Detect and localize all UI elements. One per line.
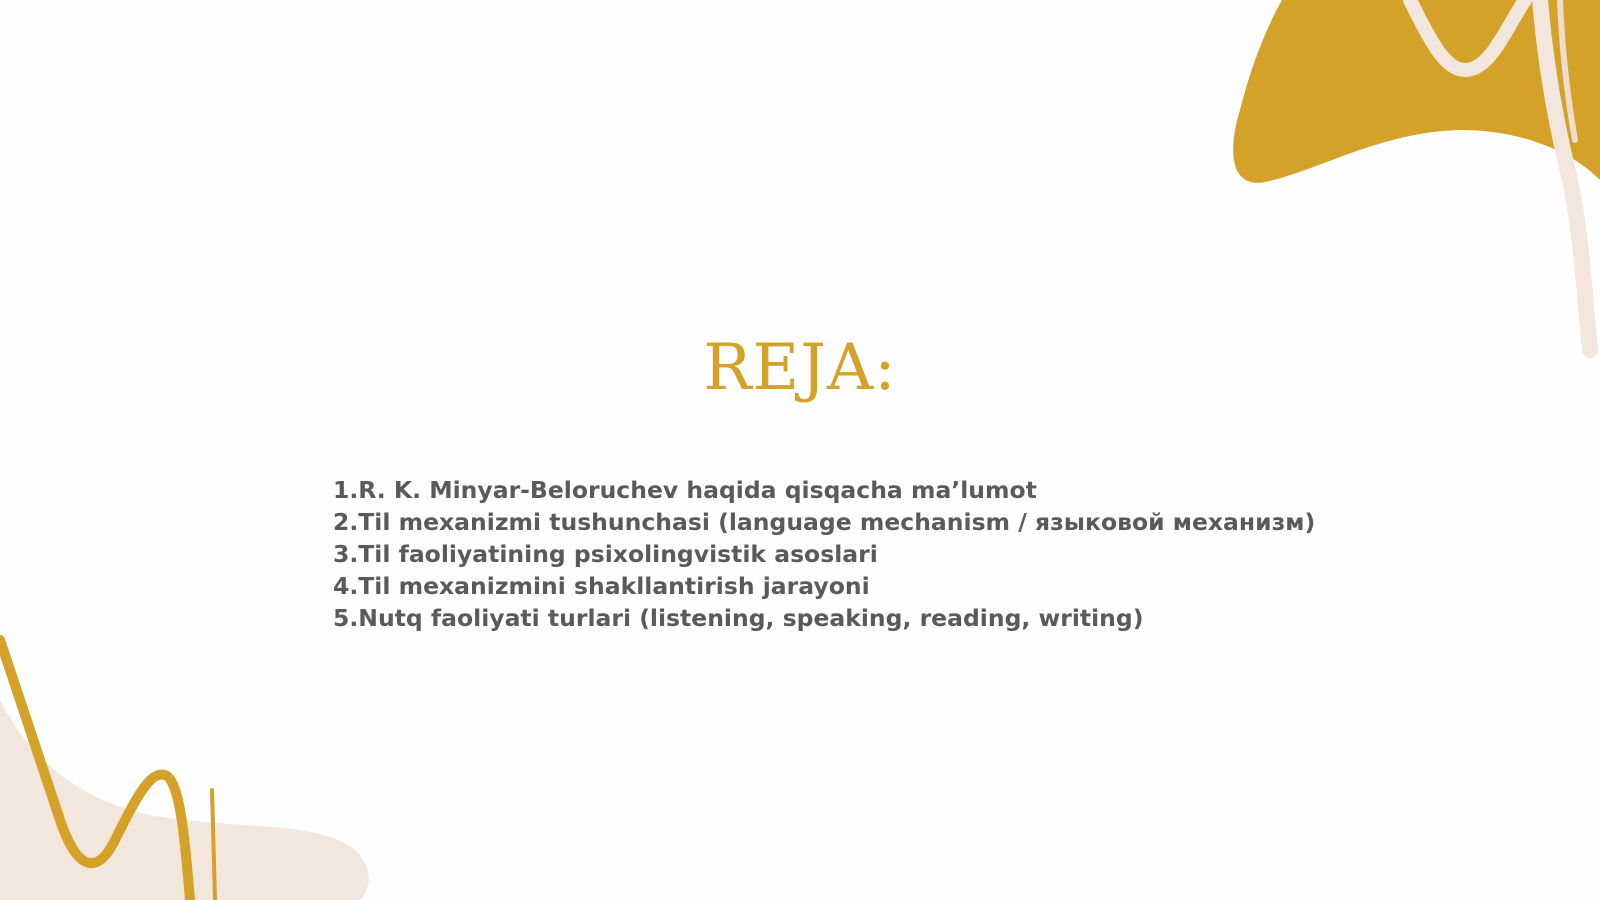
slide-title: REJA: xyxy=(703,331,897,405)
plan-item-4: 4.Til mexanizmini shakllantirish jarayoni xyxy=(333,572,870,600)
plan-item-2: 2.Til mexanizmi tushunchasi (language mechanism / языковой механизм) xyxy=(333,508,1316,536)
plan-item-3: 3.Til faoliyatining psixolingvistik asoslari xyxy=(333,540,878,568)
plan-item-1: 1.R. K. Minyar-Beloruchev haqida qisqacha ma’lumot xyxy=(333,476,1037,504)
plan-item-5: 5.Nutq faoliyati turlari (listening, speaking, reading, writing) xyxy=(333,604,1144,632)
plan-list xyxy=(333,474,1315,634)
